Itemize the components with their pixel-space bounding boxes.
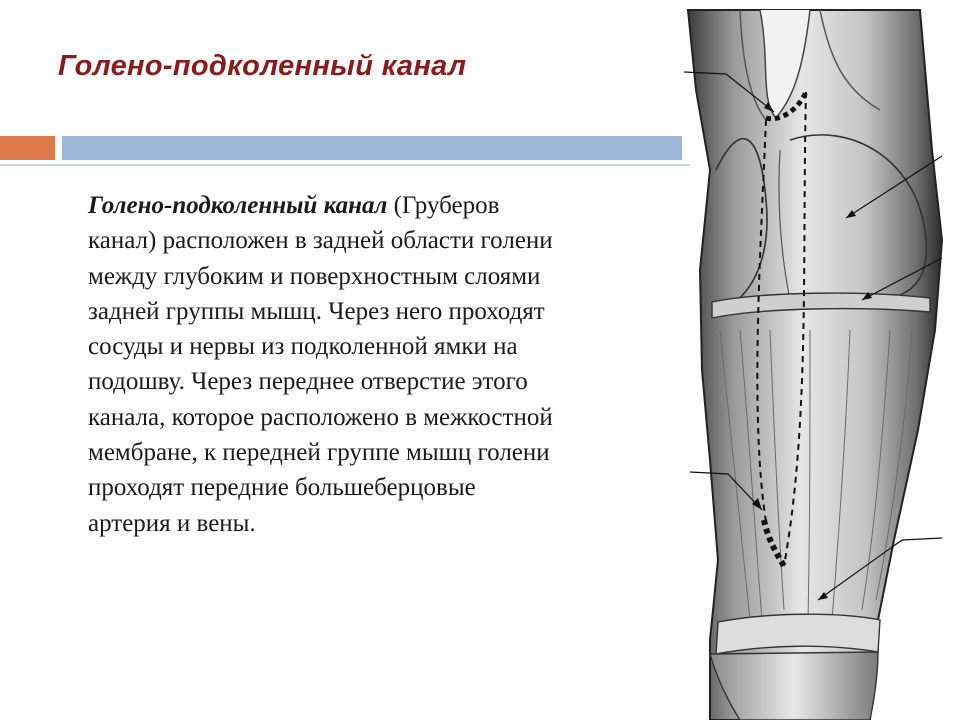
- body-text: (Груберов канал) расположен в задней области голени между глубоким и поверхностным слоями задней группы мышц. Через него проходят сосуды и нервы из подколенной ямки на подошву. Через переднее отверстие этого канала, которое расположено в межкостной мембране, к передней группе мышц голени проходят передние большеберцовые артерия и вены.: [88, 192, 553, 537]
- header-divider: [0, 164, 690, 166]
- slide-title: Голено-подколенный канал: [58, 50, 467, 82]
- leg-muscles-illustration-icon: [680, 0, 960, 720]
- anatomy-drawing: [680, 0, 960, 720]
- slide-body: [88, 188, 558, 541]
- header-band-orange: [0, 136, 55, 160]
- header-band-blue: [62, 136, 682, 160]
- body-lead-term: Голено-подколенный канал: [88, 192, 388, 219]
